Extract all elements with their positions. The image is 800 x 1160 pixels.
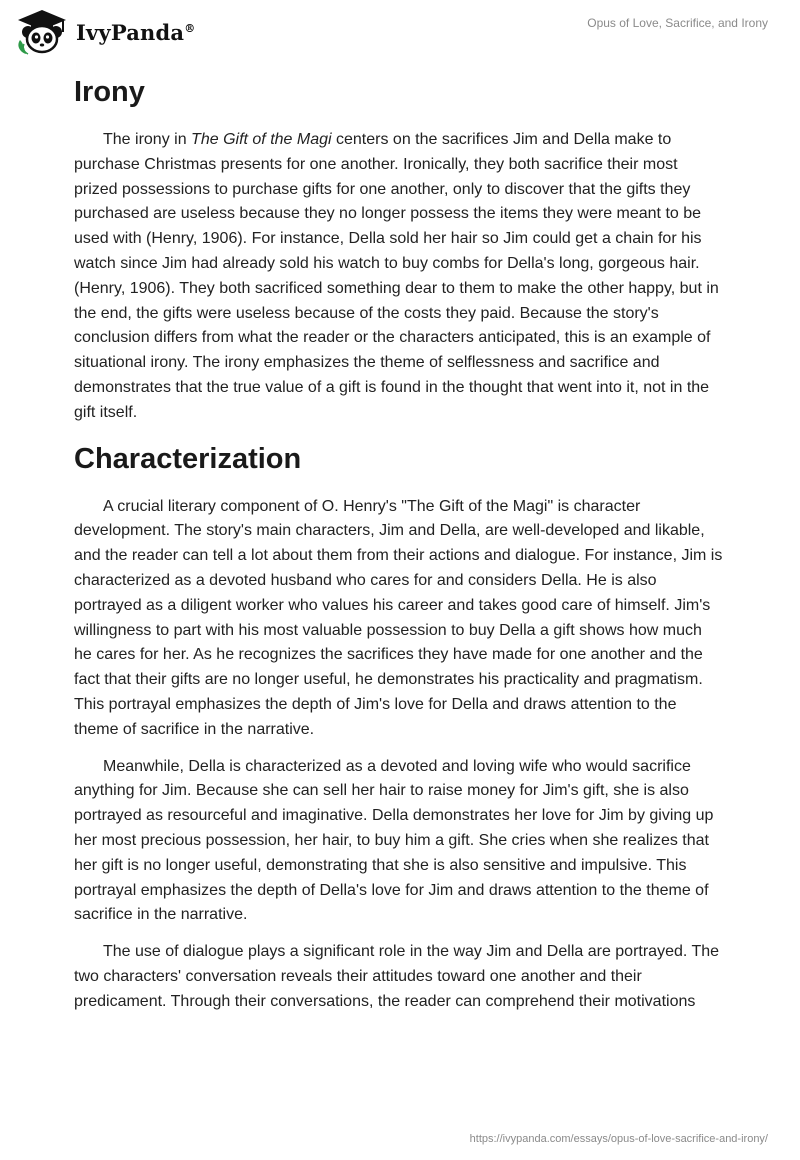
paragraph: The use of dialogue plays a significant role in the way Jim and Della are portrayed. The two characters' conversation reveals their attitudes toward one another and their predicament. Through their conversations, the reader can comprehend their motivations <box>74 943 720 1010</box>
article-body <box>74 72 724 1027</box>
brand-name: IvyPanda® <box>76 19 196 45</box>
irony-paragraph: The irony in The Gift of the Magi centers on the sacrifices Jim and Della make to purchase Christmas presents for one another. Ironically, they both sacrifice their most prized possessions to purchase gifts for one another, only to discover that the gifts they purchased are useless because they no longer possess the items they were meant to be used with (Henry, 1906). For instance, Della sold her hair so Jim could get a chain for his watch since Jim had already sold his watch to buy combs for Della's long, gorgeous hair. (Henry, 1906). They both sacrificed something dear to them to make the other happy, but in the end, the gifts were useless because of the costs they paid. Because the story's conclusion differs from what the reader or the characters anticipated, this is an example of situational irony. The irony emphasizes the theme of selflessness and sacrifice and demonstrates that the true value of a gift is found in the thought that went into it, not in the gift itself. <box>74 131 719 421</box>
paragraph: Meanwhile, Della is characterized as a devoted and loving wife who would sacrifice anything for Jim. Because she can sell her hair to raise money for Jim's gift, she is also portrayed as resourceful and imaginative. Della demonstrates her love for Jim by giving up her most precious possession, her hair, to buy him a gift. She cries when she realizes that her gift is no longer useful, demonstrating that she is also sensitive and impulsive. This portrayal emphasizes the depth of Della's love for Jim and draws attention to the theme of sacrifice in the narrative. <box>74 757 714 924</box>
source-url[interactable]: https://ivypanda.com/essays/opus-of-love-sacrifice-and-irony/ <box>469 1133 768 1145</box>
document-title: Opus of Love, Sacrifice, and Irony <box>587 16 768 30</box>
panda-graduate-icon <box>14 8 70 56</box>
paragraph: A crucial literary component of O. Henry's "The Gift of the Magi" is character development. The story's main characters, Jim and Della, are well-developed and likable, and the reader can tell a lot about them from their actions and dialogue. For instance, Jim is characterized as a devoted husband who cares for and considers Della. He is also portrayed as a diligent worker who values his career and takes good care of himself. Jim's willingness to part with his most valuable possession to buy Della a gift shows how much he cares for her. As he recognizes the sacrifices they have made for one another and the fact that their gifts are no longer useful, he demonstrates his practicality and pragmatism. This portrayal emphasizes the depth of Jim's love for Della and draws attention to the theme of sacrifice in the narrative. <box>74 497 723 738</box>
section-heading-characterization: Characterization <box>74 442 302 475</box>
book-title: The Gift of the Magi <box>191 131 332 148</box>
section-heading-irony: Irony <box>74 76 145 108</box>
page-header <box>0 0 800 64</box>
brand-logo[interactable] <box>14 8 195 56</box>
